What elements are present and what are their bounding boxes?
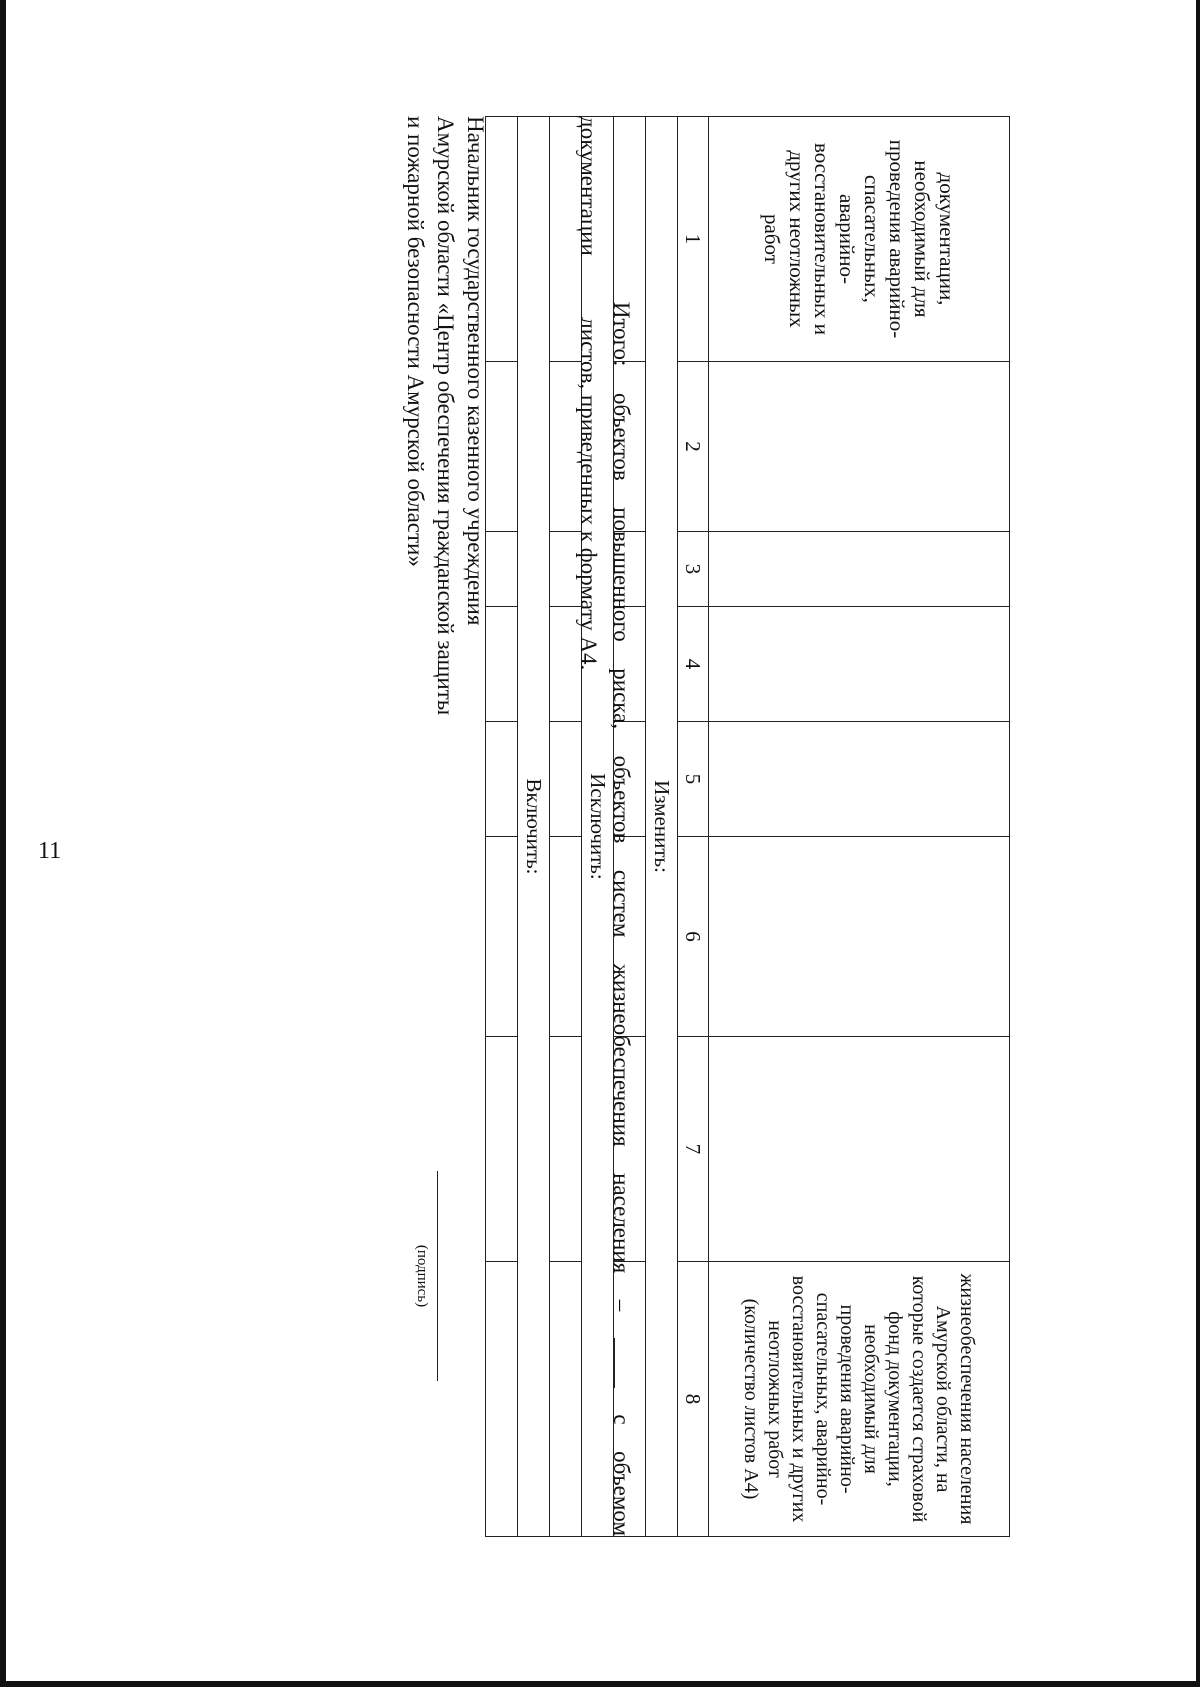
column-number: 3	[678, 532, 709, 607]
header-cell-2	[709, 362, 1010, 532]
header-cell-1: документации, необходимый для проведения аварийно- спасательных, аварийно- восстановительных и других неотложных работ	[709, 117, 1010, 362]
rotated-page-content	[10, 116, 1010, 1536]
column-number: 7	[678, 1037, 709, 1262]
scan-border-right	[1196, 0, 1200, 1687]
table-row	[486, 117, 518, 1537]
signature-title-line-3: и пожарной безопасности Амурской области»	[403, 116, 428, 567]
section-label-exclude: Исключить:	[582, 117, 614, 1537]
page-number: 11	[38, 838, 62, 864]
header-cell-5	[709, 722, 1010, 837]
scan-border-left	[0, 0, 6, 1687]
signature-block	[400, 116, 490, 715]
total-line-2: документации листов, приведенных к формату А4.	[576, 116, 601, 671]
section-row-change	[646, 117, 678, 1537]
scan-border-bottom	[0, 1681, 1200, 1687]
column-number: 8	[678, 1262, 709, 1537]
column-number: 1	[678, 117, 709, 362]
column-number: 4	[678, 607, 709, 722]
documents-table	[485, 116, 1010, 1537]
signature-title-line-2: Амурской области «Центр обеспечения гражданской защиты	[433, 116, 458, 716]
section-label-include: Включить:	[518, 117, 550, 1537]
column-number: 2	[678, 362, 709, 532]
signature-title-line-1: Начальник государственного казенного учреждения	[463, 116, 488, 626]
header-cell-7	[709, 1037, 1010, 1262]
column-number: 5	[678, 722, 709, 837]
header-cell-8: жизнеобеспечения населения Амурской области, на которые создается страховой фонд документации, необходимый для проведения аварийно- спасательных, аварийно- восстановительных и других неотложных работ (количество листов А4)	[709, 1262, 1010, 1537]
total-blank-count	[614, 1338, 635, 1388]
header-cell-4	[709, 607, 1010, 722]
total-line-1: Итого: объектов повышенного риска, объектов систем жизнеобеспечения населения – с объемом	[609, 301, 634, 1537]
section-row-include	[518, 117, 550, 1537]
column-number: 6	[678, 837, 709, 1037]
table-header-row	[709, 117, 1010, 1537]
column-numbers-row	[678, 117, 709, 1537]
header-cell-6	[709, 837, 1010, 1037]
section-label-change: Изменить:	[646, 117, 678, 1537]
signature-line	[437, 1171, 438, 1381]
total-blank-sheets	[581, 262, 602, 312]
header-cell-3	[709, 532, 1010, 607]
signature-caption: (подпись)	[414, 1244, 430, 1308]
